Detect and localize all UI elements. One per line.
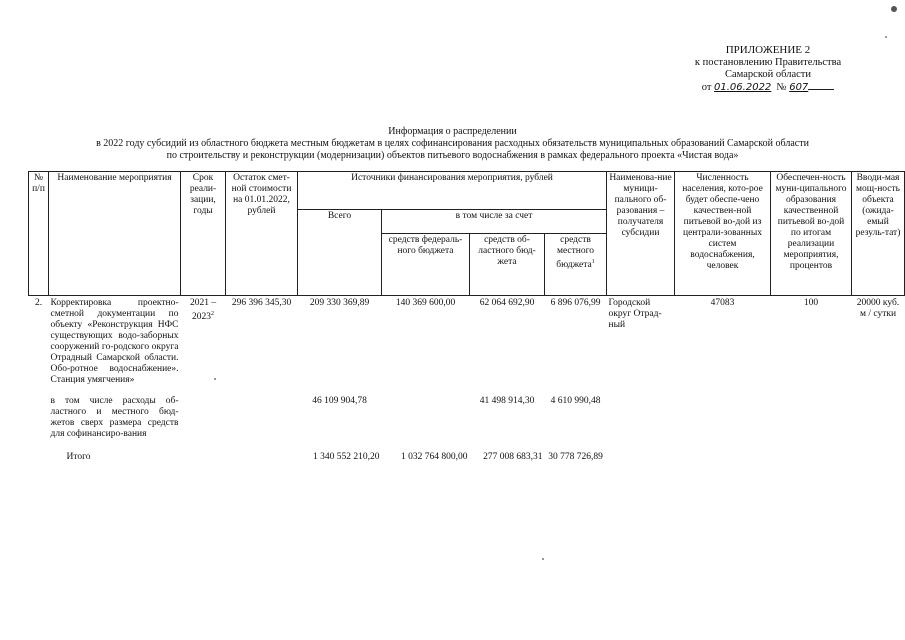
- header-recipient: Наименова-ние муници-пального об-разования – получателя субсидии: [607, 172, 675, 296]
- subrow-total: 46 109 904,78: [312, 396, 367, 406]
- document-heading: [20, 126, 885, 162]
- subrow-local: 4 610 990,48: [550, 396, 601, 406]
- header-federal: средств федераль-ного бюджета: [382, 234, 470, 296]
- row-total: 209 330 369,89: [309, 298, 370, 308]
- subrow-name: в том числе расходы об-ластного и местного бюд-жетов сверх размера средств для софинансиро-вания: [50, 396, 179, 439]
- date-prefix: от: [701, 81, 712, 93]
- number-prefix: №: [776, 81, 787, 93]
- row-term-footnote: 2: [211, 311, 214, 317]
- row-remainder: 296 396 345,30: [231, 298, 292, 308]
- scan-mark: [891, 6, 897, 12]
- totals-regional: 277 008 683,31: [483, 452, 543, 462]
- row-recipient: Городской округ Отрад-ный: [608, 298, 662, 330]
- number-value: 607: [789, 81, 809, 93]
- row-capacity: 20000 куб. м / сутки: [856, 298, 900, 319]
- header-population: Численность населения, кото-рое будет обеспе-чено качествен-ной питьевой во-дой из централи-зованных систем водоснабжения, человек: [675, 172, 771, 296]
- table-row: [29, 296, 905, 389]
- header-regional: средств об-ластного бюд-жета: [470, 234, 545, 296]
- row-num: 2.: [34, 298, 43, 308]
- header-sources: Источники финансирования мероприятия, рублей: [298, 172, 607, 210]
- appendix-line-2: Самарской области: [725, 69, 811, 80]
- distribution-table: [28, 171, 905, 465]
- row-name: Корректировка проектно-сметной документации по объекту «Реконструкция НФС существующих водо-заборных сооружений го-родского округа Отрадный Самарской области. Обо-ротное водоснабжение». Станция умягчения»: [50, 298, 179, 385]
- table-subrow: [29, 388, 905, 442]
- row-provision: 100: [803, 298, 819, 308]
- header-remainder: Остаток смет-ной стоимости на 01.01.2022, рублей: [226, 172, 298, 296]
- header-local: [545, 234, 607, 296]
- heading-line-1: Информация о распределении: [388, 126, 517, 137]
- totals-total: 1 340 552 210,20: [313, 452, 380, 462]
- scan-speck: [885, 36, 887, 38]
- header-provision: Обеспечен-ность муни-ципального образования качественной питьевой во-дой по итогам реализации мероприятия, процентов: [771, 172, 852, 296]
- header-including: в том числе за счет: [382, 210, 607, 234]
- header-local-text: средств местного бюджета: [556, 235, 595, 271]
- header-name: Наименование мероприятия: [49, 172, 181, 296]
- subrow-regional: 41 498 914,30: [479, 396, 535, 406]
- row-term: [181, 296, 226, 389]
- heading-line-3: по строительству и реконструкции (модернизации) объектов питьевого водоснабжения в рамках федерального проекта «Чистая вода»: [166, 150, 739, 161]
- appendix-line-1: к постановлению Правительства: [694, 56, 842, 68]
- row-regional: 62 064 692,90: [479, 298, 535, 308]
- appendix-block: [668, 44, 868, 94]
- header-total: Всего: [298, 210, 382, 296]
- row-term-text: 2021 – 2023: [189, 298, 217, 323]
- totals-local: 30 778 726,89: [548, 452, 603, 462]
- header-local-footnote: 1: [591, 259, 595, 265]
- header-num: № п/п: [29, 172, 49, 296]
- row-population: 47083: [710, 298, 735, 308]
- totals-label: Итого: [66, 452, 91, 462]
- header-term: Срок реали-зации, годы: [181, 172, 226, 296]
- scan-speck: [214, 378, 216, 380]
- appendix-date-line: [668, 82, 868, 95]
- heading-line-2: в 2022 году субсидий из областного бюджета местным бюджетам в целях софинансирования расходных обязательств муниципальных образований Самарской области: [96, 138, 809, 149]
- totals-row: [29, 442, 905, 465]
- appendix-title: ПРИЛОЖЕНИЕ 2: [725, 44, 811, 56]
- row-federal: 140 369 600,00: [395, 298, 456, 308]
- row-local: 6 896 076,99: [550, 298, 601, 308]
- header-capacity: Вводи-мая мощ-ность объекта (ожида-емый резуль-тат): [852, 172, 905, 296]
- scan-speck: [542, 558, 544, 560]
- totals-federal: 1 032 764 800,00: [401, 452, 468, 462]
- date-value: 01.06.2022: [714, 81, 772, 93]
